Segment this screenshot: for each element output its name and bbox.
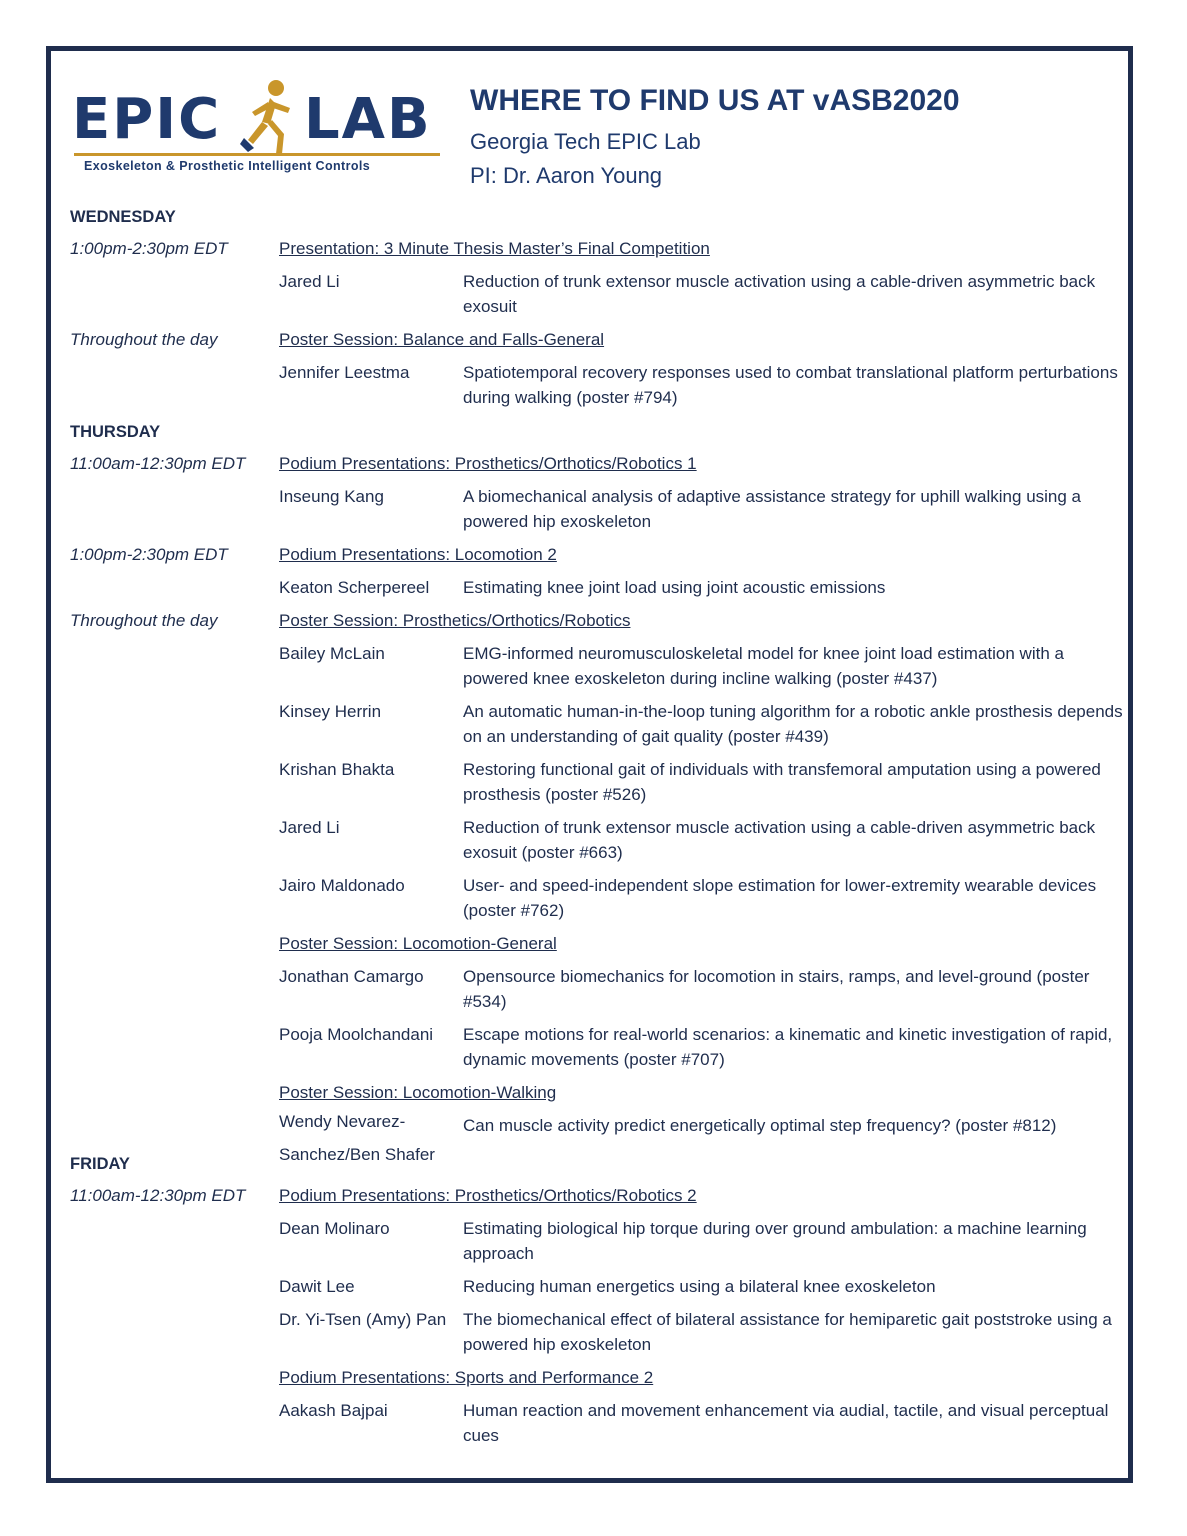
presentation-entry bbox=[279, 1216, 1130, 1274]
presenter-name: Krishan Bhakta bbox=[279, 760, 395, 779]
session-title: Poster Session: Prosthetics/Orthotics/Robotics bbox=[279, 611, 631, 630]
presenter-name: Jairo Maldonado bbox=[279, 876, 405, 895]
presentation-title: Reducing human energetics using a bilateral knee exoskeleton bbox=[463, 1277, 936, 1296]
runner-icon bbox=[240, 78, 302, 156]
lab-name: Georgia Tech EPIC Lab bbox=[470, 129, 701, 154]
presenter-name: Wendy Nevarez-Sanchez/Ben Shafer bbox=[279, 1112, 435, 1164]
session-time: Throughout the day bbox=[70, 330, 218, 349]
presentation-title: Spatiotemporal recovery responses used to combat translational platform perturbations during walking (poster #794) bbox=[463, 363, 1118, 407]
session-row bbox=[70, 451, 1130, 484]
presenter-name: Keaton Scherpereel bbox=[279, 578, 430, 597]
presentation-title: Can muscle activity predict energetically optimal step frequency? (poster #812) bbox=[463, 1116, 1057, 1135]
presentation-title: EMG-informed neuromusculoskeletal model for knee joint load estimation with a powered knee exoskeleton during incline walking (poster #437) bbox=[463, 644, 1064, 688]
day-heading: WEDNESDAY bbox=[70, 208, 176, 226]
schedule bbox=[70, 203, 1130, 1456]
presentation-entry bbox=[279, 964, 1130, 1022]
presentation-entry bbox=[279, 699, 1130, 757]
presenter-name: Dean Molinaro bbox=[279, 1219, 390, 1238]
presentation-entry bbox=[279, 360, 1130, 418]
presentation-title: Human reaction and movement enhancement via audial, tactile, and visual perceptual cues bbox=[463, 1401, 1109, 1445]
session-row bbox=[70, 931, 1130, 964]
session-row bbox=[70, 1365, 1130, 1398]
session-time: 1:00pm-2:30pm EDT bbox=[70, 239, 228, 258]
presentation-title: Restoring functional gait of individuals with transfemoral amputation using a powered prosthesis (poster #526) bbox=[463, 760, 1101, 804]
presentation-title: Escape motions for real-world scenarios: a kinematic and kinetic investigation of rapid, dynamic movements (poster #707) bbox=[463, 1025, 1113, 1069]
presentation-entry bbox=[279, 1398, 1130, 1456]
session-time: 1:00pm-2:30pm EDT bbox=[70, 545, 228, 564]
presentation-title: Estimating biological hip torque during over ground ambulation: a machine learning approach bbox=[463, 1219, 1087, 1263]
presenter-name: Pooja Moolchandani bbox=[279, 1025, 434, 1044]
presenter-name: Jared Li bbox=[279, 272, 340, 291]
presentation-entry bbox=[279, 484, 1130, 542]
presentation-entry bbox=[279, 757, 1130, 815]
presentation-title: User- and speed-independent slope estimation for lower-extremity wearable devices (poster #762) bbox=[463, 876, 1097, 920]
session-title: Podium Presentations: Prosthetics/Orthotics/Robotics 2 bbox=[279, 1186, 697, 1205]
logo-tagline: Exoskeleton & Prosthetic Intelligent Controls bbox=[84, 159, 371, 173]
presenter-name: Dawit Lee bbox=[279, 1277, 355, 1296]
presentation-title: Opensource biomechanics for locomotion in stairs, ramps, and level-ground (poster #534) bbox=[463, 967, 1090, 1011]
presentation-entry bbox=[279, 815, 1130, 873]
presentation-entry bbox=[279, 1307, 1130, 1365]
presenter-name: Inseung Kang bbox=[279, 487, 384, 506]
session-title: Podium Presentations: Sports and Performance 2 bbox=[279, 1368, 654, 1387]
presentation-entry bbox=[279, 1022, 1130, 1080]
session-title: Podium Presentations: Locomotion 2 bbox=[279, 545, 557, 564]
epic-lab-logo bbox=[72, 76, 442, 180]
presenter-name: Jared Li bbox=[279, 818, 340, 837]
session-title: Poster Session: Locomotion-Walking bbox=[279, 1083, 557, 1102]
session-title: Poster Session: Locomotion-General bbox=[279, 934, 557, 953]
presentation-title: Estimating knee joint load using joint acoustic emissions bbox=[463, 578, 886, 597]
pi-name: PI: Dr. Aaron Young bbox=[470, 163, 663, 188]
page-title: WHERE TO FIND US AT vASB2020 bbox=[470, 84, 960, 117]
logo-divider bbox=[74, 153, 440, 156]
presentation-entry bbox=[279, 1109, 1130, 1164]
session-title: Presentation: 3 Minute Thesis Master’s Final Competition bbox=[279, 239, 710, 258]
session-row bbox=[70, 236, 1130, 269]
presentation-title: A biomechanical analysis of adaptive assistance strategy for uphill walking using a powered hip exoskeleton bbox=[463, 487, 1082, 531]
day-heading: FRIDAY bbox=[70, 1155, 130, 1173]
session-title: Podium Presentations: Prosthetics/Orthotics/Robotics 1 bbox=[279, 454, 697, 473]
session-row bbox=[70, 327, 1130, 360]
session-time: Throughout the day bbox=[70, 611, 218, 630]
presentation-title: The biomechanical effect of bilateral assistance for hemiparetic gait poststroke using a powered hip exoskeleton bbox=[463, 1310, 1112, 1354]
presenter-name: Jennifer Leestma bbox=[279, 363, 410, 382]
session-row bbox=[70, 1183, 1130, 1216]
presenter-name: Kinsey Herrin bbox=[279, 702, 382, 721]
presentation-entry bbox=[279, 1274, 1130, 1307]
session-row bbox=[70, 542, 1130, 575]
presentation-entry bbox=[279, 873, 1130, 931]
session-time: 11:00am-12:30pm EDT bbox=[70, 1186, 246, 1205]
presenter-name: Aakash Bajpai bbox=[279, 1401, 388, 1420]
presentation-entry bbox=[279, 641, 1130, 699]
presenter-name: Jonathan Camargo bbox=[279, 967, 424, 986]
session-title: Poster Session: Balance and Falls-General bbox=[279, 330, 605, 349]
presentation-title: Reduction of trunk extensor muscle activation using a cable-driven asymmetric back exosuit bbox=[463, 272, 1096, 316]
presentation-title: Reduction of trunk extensor muscle activation using a cable-driven asymmetric back exosuit (poster #663) bbox=[463, 818, 1096, 862]
session-time: 11:00am-12:30pm EDT bbox=[70, 454, 246, 473]
logo-lab-text: LAB bbox=[304, 87, 432, 152]
presentation-entry bbox=[279, 269, 1130, 327]
presentation-title: An automatic human-in-the-loop tuning algorithm for a robotic ankle prosthesis depends on an understanding of gait quality (poster #439) bbox=[463, 702, 1123, 746]
day-heading: THURSDAY bbox=[70, 423, 161, 441]
logo-epic-text: EPIC bbox=[72, 87, 222, 152]
presentation-entry bbox=[279, 575, 1130, 608]
presenter-name: Bailey McLain bbox=[279, 644, 385, 663]
presenter-name: Dr. Yi-Tsen (Amy) Pan bbox=[279, 1310, 447, 1329]
session-row bbox=[70, 608, 1130, 641]
